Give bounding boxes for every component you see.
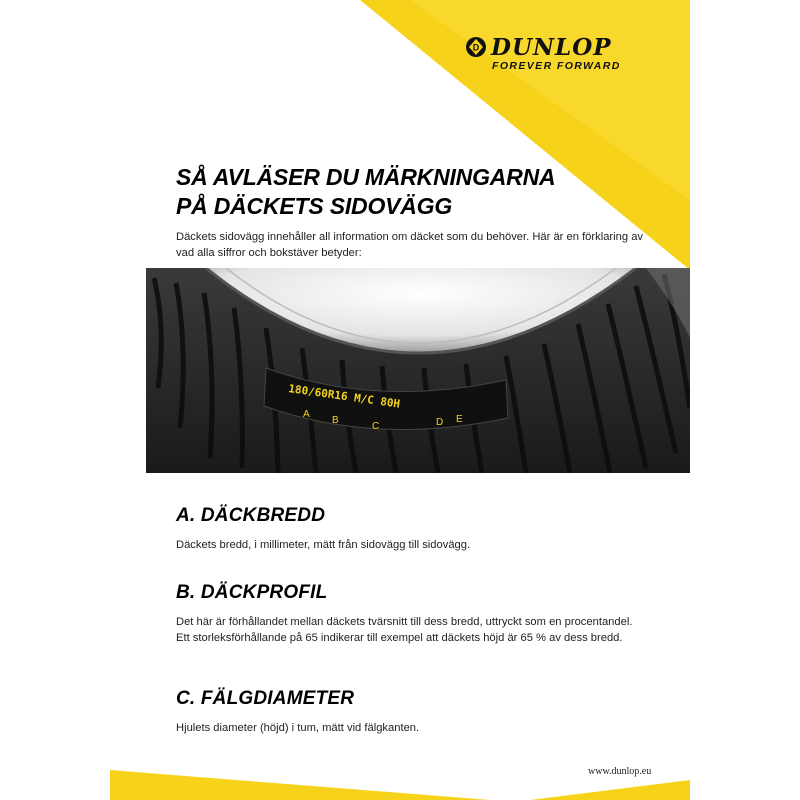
page-title-line-1: SÅ AVLÄSER DU MÄRKNINGARNA xyxy=(176,164,556,190)
section-tire-width xyxy=(176,505,646,553)
intro-text: Däckets sidovägg innehåller all information om däcket som du behöver. Här är en förklaring av vad alla siffror och bokstäver betyder: xyxy=(176,231,644,259)
footer-website-url: www.dunlop.eu xyxy=(588,766,652,777)
badge-letter: D xyxy=(472,42,480,53)
marking-letter-c: C xyxy=(372,421,380,432)
marking-letter-d: D xyxy=(436,417,444,428)
page-title xyxy=(176,163,676,221)
brand-tagline: FOREVER FORWARD xyxy=(492,60,621,72)
dunlop-badge-icon xyxy=(465,36,487,58)
section-rim-diameter xyxy=(176,688,646,736)
dunlop-logo xyxy=(465,36,665,76)
section-tire-profile xyxy=(176,582,646,646)
page-title-line-2: PÅ DÄCKETS SIDOVÄGG xyxy=(176,193,453,219)
tire-size-marking: 180/60R16 M/C 80H xyxy=(287,382,401,411)
marking-letter-e: E xyxy=(456,414,463,425)
document-page xyxy=(110,0,690,800)
tire-sidewall-image xyxy=(146,268,690,473)
section-text: Det här är förhållandet mellan däckets tvärsnitt till dess bredd, uttryckt som en procentandel. Ett storleksförhållande på 65 indikerar till exempel att däckets höjd är 65 % av dess bredd. xyxy=(176,616,633,644)
section-text: Hjulets diameter (höjd) i tum, mätt vid fälgkanten. xyxy=(176,722,420,734)
section-title: A. DÄCKBREDD xyxy=(176,505,326,526)
marking-letter-a: A xyxy=(303,409,310,420)
marking-letter-b: B xyxy=(332,415,339,426)
brand-name: DUNLOP xyxy=(491,34,612,61)
section-text: Däckets bredd, i millimeter, mätt från sidovägg till sidovägg. xyxy=(176,539,471,551)
section-title: B. DÄCKPROFIL xyxy=(176,582,328,603)
section-title: C. FÄLGDIAMETER xyxy=(176,688,355,709)
